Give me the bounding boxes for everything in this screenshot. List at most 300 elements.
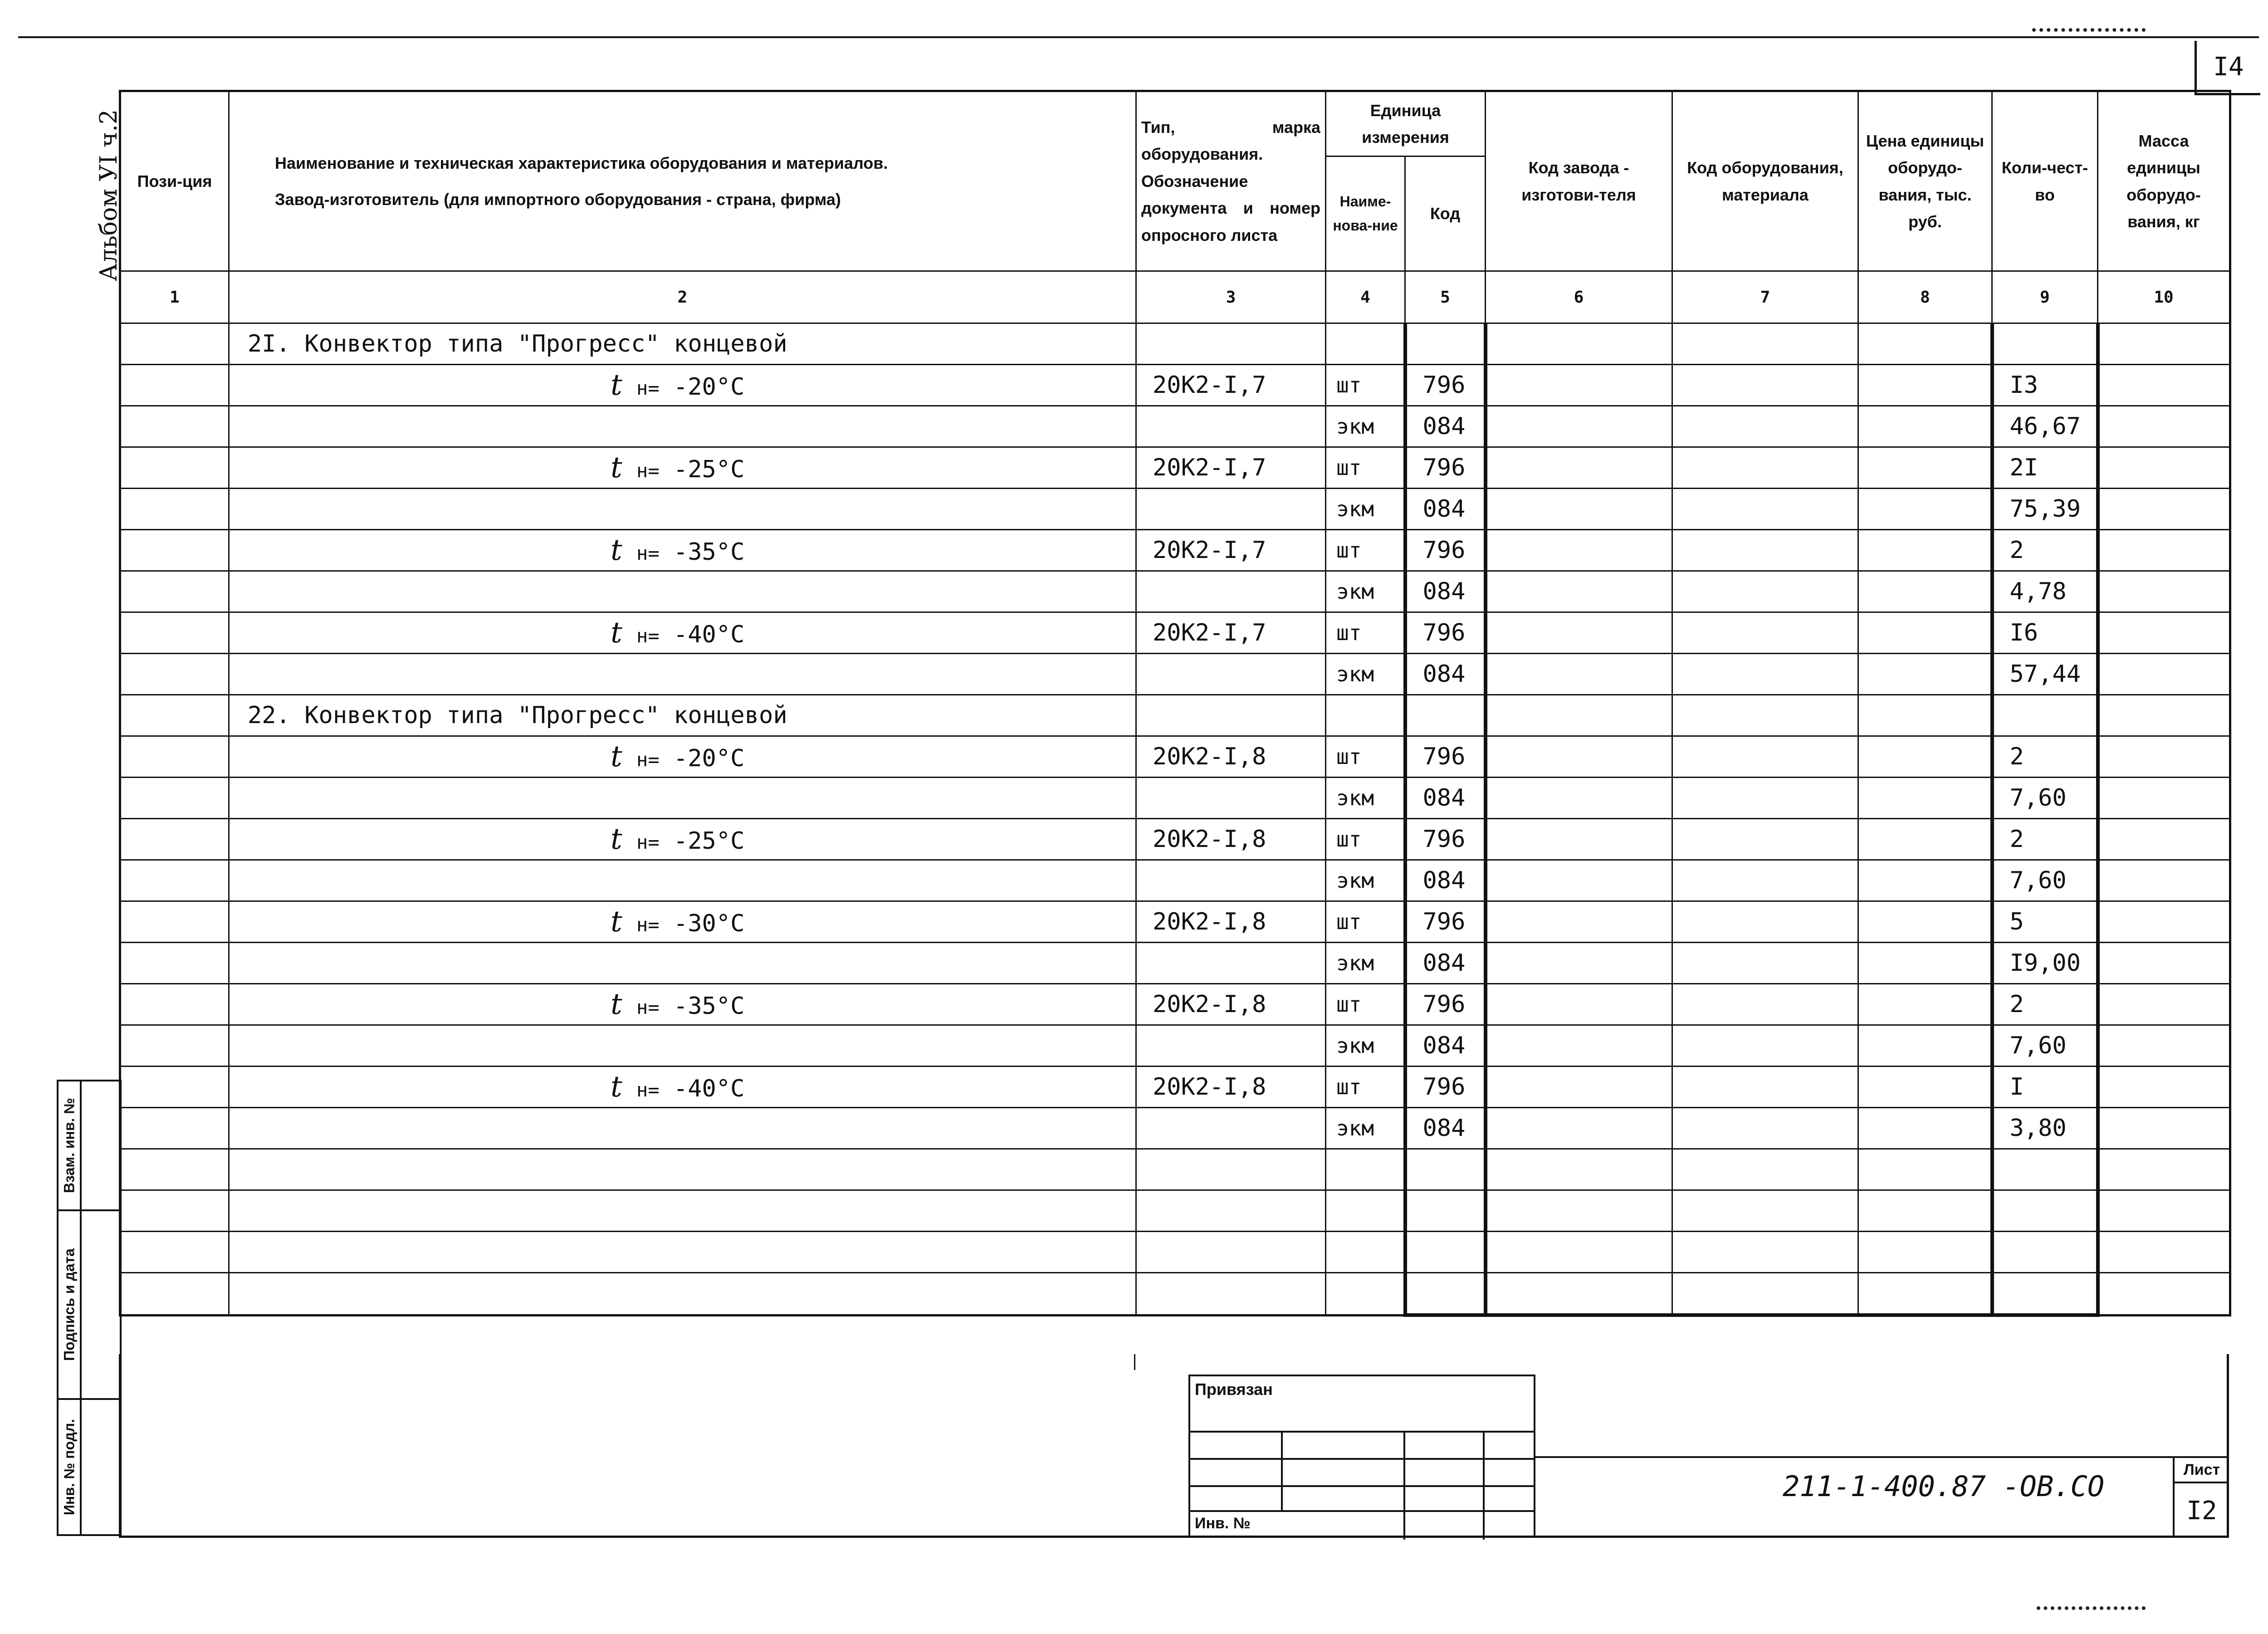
mass-cell	[2098, 1190, 2230, 1232]
table-row	[120, 1108, 2230, 1149]
code-cell	[1405, 1149, 1486, 1190]
pos-cell	[120, 1067, 229, 1108]
qty-cell: 2I	[1992, 447, 2098, 489]
code-cell: 796	[1405, 365, 1486, 406]
temp-subscript: н=	[636, 831, 660, 853]
qty-cell: I3	[1992, 365, 2098, 406]
equip-cell	[1672, 1149, 1858, 1190]
pos-cell	[120, 1149, 229, 1190]
table-row	[120, 1025, 2230, 1067]
pos-cell	[120, 860, 229, 901]
stamp-podpis-value	[80, 1209, 122, 1400]
table-row	[120, 489, 2230, 530]
table-row	[120, 984, 2230, 1025]
table-row	[120, 365, 2230, 406]
mass-cell	[2098, 778, 2230, 819]
col-num: 7	[1672, 271, 1858, 323]
temperature-cell	[229, 984, 1136, 1025]
temperature-cell	[229, 901, 1136, 943]
col-num: 8	[1858, 271, 1992, 323]
equip-cell	[1672, 1190, 1858, 1232]
table-body	[120, 271, 2230, 1316]
temp-subscript: н=	[636, 460, 660, 482]
equip-cell	[1672, 1273, 1858, 1316]
price-cell	[1858, 1273, 1992, 1316]
temp-value: -20°C	[673, 745, 745, 772]
temperature-cell	[229, 365, 1136, 406]
stamp-vzam	[57, 1080, 82, 1211]
equip-cell	[1672, 984, 1858, 1025]
qty-cell: 7,60	[1992, 778, 2098, 819]
equip-cell	[1672, 530, 1858, 571]
unit-cell	[1326, 1149, 1405, 1190]
name-cell	[229, 1273, 1136, 1316]
temp-symbol: t	[611, 616, 622, 650]
equip-cell	[1672, 489, 1858, 530]
factory-cell	[1486, 1190, 1672, 1232]
qty-cell: 2	[1992, 530, 2098, 571]
mass-cell	[2098, 406, 2230, 447]
factory-cell	[1486, 323, 1672, 365]
price-cell	[1858, 406, 1992, 447]
code-cell: 796	[1405, 612, 1486, 654]
pos-cell	[120, 489, 229, 530]
unit-cell	[1326, 1190, 1405, 1232]
type-cell: 20К2-I,7	[1136, 365, 1326, 406]
unit-cell	[1326, 695, 1405, 736]
factory-cell	[1486, 819, 1672, 860]
temp-symbol: t	[611, 905, 622, 939]
code-cell: 084	[1405, 860, 1486, 901]
temp-subscript: н=	[636, 377, 660, 399]
mass-cell	[2098, 1273, 2230, 1316]
equip-cell	[1672, 1025, 1858, 1067]
code-cell: 796	[1405, 530, 1486, 571]
table-row	[120, 1067, 2230, 1108]
sheet-label: Лист	[2175, 1456, 2229, 1483]
price-cell	[1858, 901, 1992, 943]
factory-cell	[1486, 489, 1672, 530]
price-cell	[1858, 612, 1992, 654]
qty-cell: 7,60	[1992, 1025, 2098, 1067]
name-cell	[229, 1232, 1136, 1273]
head-equip-code: Код оборудования, материала	[1672, 91, 1858, 271]
code-cell: 084	[1405, 1108, 1486, 1149]
temperature-cell	[229, 530, 1136, 571]
temperature-cell	[229, 447, 1136, 489]
factory-cell	[1486, 1273, 1672, 1316]
specification-table	[119, 90, 2231, 1317]
bind-vline	[1281, 1431, 1283, 1510]
name-cell	[229, 1108, 1136, 1149]
mass-cell	[2098, 612, 2230, 654]
name-cell	[229, 571, 1136, 612]
qty-cell: 2	[1992, 819, 2098, 860]
mass-cell	[2098, 489, 2230, 530]
temp-subscript: н=	[636, 996, 660, 1018]
factory-cell	[1486, 778, 1672, 819]
temp-subscript: н=	[636, 914, 660, 936]
col-num: 6	[1486, 271, 1672, 323]
equip-cell	[1672, 612, 1858, 654]
type-cell	[1136, 489, 1326, 530]
code-cell: 796	[1405, 819, 1486, 860]
factory-cell	[1486, 695, 1672, 736]
qty-cell: I	[1992, 1067, 2098, 1108]
top-edge-scrap	[2032, 18, 2146, 32]
head-qty: Коли-чест-во	[1992, 91, 2098, 271]
unit-cell: шт	[1326, 365, 1405, 406]
format-scrap	[2037, 1599, 2146, 1610]
side-stamp	[57, 1080, 120, 1536]
unit-cell: экм	[1326, 489, 1405, 530]
table-row	[120, 571, 2230, 612]
code-cell: 796	[1405, 1067, 1486, 1108]
mass-cell	[2098, 1067, 2230, 1108]
equip-cell	[1672, 943, 1858, 984]
pos-cell	[120, 943, 229, 984]
temp-symbol: t	[611, 822, 622, 856]
code-cell: 084	[1405, 571, 1486, 612]
table-row	[120, 695, 2230, 736]
factory-cell	[1486, 365, 1672, 406]
code-cell: 084	[1405, 943, 1486, 984]
sheet-box	[2173, 1456, 2229, 1538]
price-cell	[1858, 323, 1992, 365]
album-label: Альбом УI ч.2	[95, 109, 122, 281]
temp-subscript: н=	[636, 542, 660, 564]
factory-cell	[1486, 901, 1672, 943]
table-row	[120, 406, 2230, 447]
mass-cell	[2098, 323, 2230, 365]
temp-value: -35°C	[673, 993, 745, 1020]
pos-cell	[120, 1273, 229, 1316]
equip-cell	[1672, 819, 1858, 860]
qty-cell	[1992, 323, 2098, 365]
type-cell: 20К2-I,8	[1136, 984, 1326, 1025]
pos-cell	[120, 571, 229, 612]
mass-cell	[2098, 736, 2230, 778]
bind-vline	[1483, 1431, 1485, 1540]
col-num: 10	[2098, 271, 2230, 323]
factory-cell	[1486, 1067, 1672, 1108]
doc-code-line	[1535, 1456, 2229, 1458]
unit-cell: шт	[1326, 984, 1405, 1025]
type-cell: 20К2-I,8	[1136, 1067, 1326, 1108]
type-cell	[1136, 778, 1326, 819]
code-cell: 796	[1405, 736, 1486, 778]
type-cell: 20К2-I,7	[1136, 530, 1326, 571]
qty-cell: 2	[1992, 984, 2098, 1025]
type-cell	[1136, 1108, 1326, 1149]
qty-cell: 57,44	[1992, 654, 2098, 695]
unit-cell: экм	[1326, 406, 1405, 447]
unit-cell	[1326, 323, 1405, 365]
code-cell: 796	[1405, 447, 1486, 489]
name-cell	[229, 1025, 1136, 1067]
bind-line	[1190, 1485, 1534, 1487]
col-num: 1	[120, 271, 229, 323]
head-mass: Масса единицы оборудо-вания, кг	[2098, 91, 2230, 271]
mass-cell	[2098, 1149, 2230, 1190]
unit-cell: экм	[1326, 654, 1405, 695]
code-cell: 084	[1405, 778, 1486, 819]
pos-cell	[120, 447, 229, 489]
unit-cell: экм	[1326, 571, 1405, 612]
price-cell	[1858, 530, 1992, 571]
type-cell	[1136, 1273, 1326, 1316]
qty-cell	[1992, 1273, 2098, 1316]
equip-cell	[1672, 406, 1858, 447]
code-cell: 796	[1405, 901, 1486, 943]
mass-cell	[2098, 860, 2230, 901]
equip-cell	[1672, 1108, 1858, 1149]
head-pos: Пози-ция	[120, 91, 229, 271]
equip-cell	[1672, 654, 1858, 695]
unit-cell: шт	[1326, 530, 1405, 571]
factory-cell	[1486, 1232, 1672, 1273]
temp-symbol: t	[611, 368, 622, 402]
mass-cell	[2098, 819, 2230, 860]
group-title: 2I. Конвектор типа "Прогресс" концевой	[229, 323, 1136, 365]
col-num: 4	[1326, 271, 1405, 323]
temp-symbol: t	[611, 533, 622, 567]
head-factory-code: Код завода - изготови-теля	[1486, 91, 1672, 271]
code-cell	[1405, 1190, 1486, 1232]
stamp-inv-podl	[57, 1398, 82, 1536]
type-cell	[1136, 943, 1326, 984]
code-cell	[1405, 1232, 1486, 1273]
name-cell	[229, 1190, 1136, 1232]
title-block-divider	[1134, 1354, 1135, 1370]
qty-cell: 4,78	[1992, 571, 2098, 612]
type-cell	[1136, 695, 1326, 736]
temp-symbol: t	[611, 740, 622, 773]
col-num: 9	[1992, 271, 2098, 323]
pos-cell	[120, 1190, 229, 1232]
price-cell	[1858, 1149, 1992, 1190]
qty-cell: 75,39	[1992, 489, 2098, 530]
table-row	[120, 1232, 2230, 1273]
title-block-frame	[119, 1354, 2229, 1538]
name-cell	[229, 654, 1136, 695]
name-cell	[229, 489, 1136, 530]
temp-value: -25°C	[673, 827, 745, 855]
qty-cell: I9,00	[1992, 943, 2098, 984]
mass-cell	[2098, 447, 2230, 489]
table-row	[120, 901, 2230, 943]
temp-subscript: н=	[636, 749, 660, 771]
price-cell	[1858, 860, 1992, 901]
binding-box	[1188, 1375, 1535, 1538]
pos-cell	[120, 901, 229, 943]
table-row	[120, 736, 2230, 778]
table-row	[120, 447, 2230, 489]
factory-cell	[1486, 654, 1672, 695]
pos-cell	[120, 984, 229, 1025]
price-cell	[1858, 1025, 1992, 1067]
temp-subscript: н=	[636, 1079, 660, 1101]
inv-no-label: Инв. №	[1195, 1515, 1251, 1532]
unit-cell: экм	[1326, 1108, 1405, 1149]
bind-line	[1190, 1510, 1534, 1512]
name-cell	[229, 860, 1136, 901]
pos-cell	[120, 654, 229, 695]
price-cell	[1858, 1108, 1992, 1149]
table-row	[120, 1190, 2230, 1232]
equip-cell	[1672, 1067, 1858, 1108]
temp-symbol: t	[611, 988, 622, 1021]
group-title: 22. Конвектор типа "Прогресс" концевой	[229, 695, 1136, 736]
equip-cell	[1672, 778, 1858, 819]
factory-cell	[1486, 406, 1672, 447]
pos-cell	[120, 695, 229, 736]
table-row	[120, 654, 2230, 695]
factory-cell	[1486, 1108, 1672, 1149]
code-cell: 084	[1405, 489, 1486, 530]
table-row	[120, 860, 2230, 901]
price-cell	[1858, 778, 1992, 819]
price-cell	[1858, 943, 1992, 984]
temp-value: -20°C	[673, 373, 745, 401]
equip-cell	[1672, 901, 1858, 943]
col-num: 3	[1136, 271, 1326, 323]
mass-cell	[2098, 943, 2230, 984]
table-row	[120, 530, 2230, 571]
price-cell	[1858, 695, 1992, 736]
factory-cell	[1486, 530, 1672, 571]
temp-value: -35°C	[673, 538, 745, 566]
factory-cell	[1486, 447, 1672, 489]
bind-vline	[1403, 1431, 1405, 1540]
type-cell	[1136, 1025, 1326, 1067]
qty-cell	[1992, 1190, 2098, 1232]
factory-cell	[1486, 1025, 1672, 1067]
table-row	[120, 612, 2230, 654]
head-name	[229, 91, 1136, 271]
code-cell	[1405, 323, 1486, 365]
temperature-cell	[229, 1067, 1136, 1108]
pos-cell	[120, 612, 229, 654]
mass-cell	[2098, 530, 2230, 571]
pos-cell	[120, 530, 229, 571]
unit-cell	[1326, 1232, 1405, 1273]
mass-cell	[2098, 365, 2230, 406]
type-cell	[1136, 323, 1326, 365]
temp-symbol: t	[611, 1070, 622, 1104]
mass-cell	[2098, 1232, 2230, 1273]
col-num: 5	[1405, 271, 1486, 323]
unit-cell: экм	[1326, 778, 1405, 819]
privyazan-label: Привязан	[1195, 1380, 1273, 1399]
temp-value: -40°C	[673, 621, 745, 648]
stamp-inv-podl-label: Инв. № подл.	[61, 1419, 77, 1516]
name-cell	[229, 1149, 1136, 1190]
type-cell: 20К2-I,8	[1136, 736, 1326, 778]
pos-cell	[120, 778, 229, 819]
head-unit-group: Единица измерения	[1326, 91, 1486, 157]
pos-cell	[120, 736, 229, 778]
type-cell	[1136, 1232, 1326, 1273]
qty-cell: 3,80	[1992, 1108, 2098, 1149]
name-cell	[229, 778, 1136, 819]
price-cell	[1858, 654, 1992, 695]
column-number-row	[120, 271, 2230, 323]
top-border-line	[18, 36, 2259, 38]
price-cell	[1858, 1190, 1992, 1232]
qty-cell	[1992, 1149, 2098, 1190]
type-cell	[1136, 571, 1326, 612]
stamp-inv-podl-value	[80, 1398, 122, 1536]
table-row	[120, 819, 2230, 860]
qty-cell	[1992, 695, 2098, 736]
price-cell	[1858, 819, 1992, 860]
qty-cell	[1992, 1232, 2098, 1273]
pos-cell	[120, 365, 229, 406]
qty-cell: 7,60	[1992, 860, 2098, 901]
equip-cell	[1672, 571, 1858, 612]
code-cell: 796	[1405, 984, 1486, 1025]
price-cell	[1858, 489, 1992, 530]
equip-cell	[1672, 365, 1858, 406]
temp-value: -40°C	[673, 1075, 745, 1102]
temp-value: -30°C	[673, 910, 745, 937]
unit-cell: шт	[1326, 612, 1405, 654]
temperature-cell	[229, 736, 1136, 778]
pos-cell	[120, 406, 229, 447]
factory-cell	[1486, 612, 1672, 654]
type-cell	[1136, 406, 1326, 447]
qty-cell: 2	[1992, 736, 2098, 778]
equip-cell	[1672, 1232, 1858, 1273]
equip-cell	[1672, 695, 1858, 736]
head-price: Цена единицы оборудо-вания, тыс. руб.	[1858, 91, 1992, 271]
head-unit-code: Код	[1405, 157, 1486, 271]
factory-cell	[1486, 984, 1672, 1025]
code-cell	[1405, 1273, 1486, 1316]
stamp-podpis-label: Подпись и дата	[61, 1248, 77, 1361]
qty-cell: I6	[1992, 612, 2098, 654]
type-cell: 20К2-I,7	[1136, 447, 1326, 489]
unit-cell: экм	[1326, 860, 1405, 901]
unit-cell: шт	[1326, 901, 1405, 943]
head-type: Тип, марка оборудования. Обозначение документа и номер опросного листа	[1136, 91, 1326, 271]
temp-symbol: t	[611, 451, 622, 484]
type-cell	[1136, 1190, 1326, 1232]
name-cell	[229, 943, 1136, 984]
price-cell	[1858, 365, 1992, 406]
price-cell	[1858, 1067, 1992, 1108]
code-cell: 084	[1405, 654, 1486, 695]
corner-page-number: I4	[2195, 41, 2260, 95]
mass-cell	[2098, 1108, 2230, 1149]
unit-cell: экм	[1326, 1025, 1405, 1067]
price-cell	[1858, 984, 1992, 1025]
name-cell	[229, 406, 1136, 447]
type-cell: 20К2-I,8	[1136, 819, 1326, 860]
pos-cell	[120, 1108, 229, 1149]
table-row	[120, 778, 2230, 819]
qty-cell: 46,67	[1992, 406, 2098, 447]
price-cell	[1858, 736, 1992, 778]
pos-cell	[120, 323, 229, 365]
type-cell: 20К2-I,7	[1136, 612, 1326, 654]
mass-cell	[2098, 695, 2230, 736]
type-cell	[1136, 1149, 1326, 1190]
col-num: 2	[229, 271, 1136, 323]
stamp-vzam-value	[80, 1080, 122, 1211]
unit-cell: шт	[1326, 1067, 1405, 1108]
